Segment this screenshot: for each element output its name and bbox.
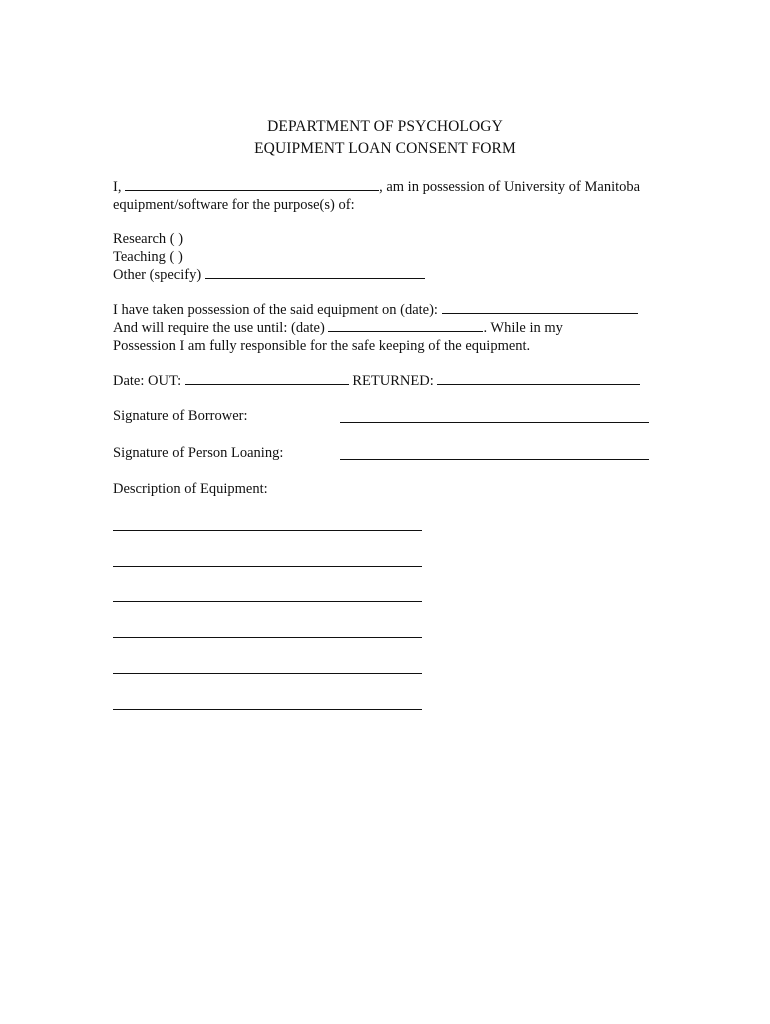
dates-line xyxy=(113,372,640,390)
date-out-label: Date: OUT: xyxy=(113,373,182,389)
possession-line-2 xyxy=(113,319,563,337)
date-returned-label: RETURNED: xyxy=(352,373,434,389)
equipment-description-line[interactable] xyxy=(113,601,422,602)
possession-line-3: Possession I am fully responsible for the safe keeping of the equipment. xyxy=(113,338,531,354)
possession-start-label: I have taken possession of the said equipment on (date): xyxy=(113,302,438,318)
borrower-name-field[interactable] xyxy=(125,178,379,191)
borrower-signature-label: Signature of Borrower: xyxy=(113,408,248,424)
equipment-description-line[interactable] xyxy=(113,566,422,567)
intro-line-2: equipment/software for the purpose(s) of: xyxy=(113,197,355,213)
equipment-description-line[interactable] xyxy=(113,673,422,674)
intro-suffix: , am in possession of University of Manitoba xyxy=(379,179,641,195)
equipment-description-label: Description of Equipment: xyxy=(113,481,268,497)
equipment-description-line[interactable] xyxy=(113,709,422,710)
equipment-description-line[interactable] xyxy=(113,530,422,531)
borrower-signature-field[interactable] xyxy=(340,422,649,423)
purpose-research[interactable]: Research ( ) xyxy=(113,231,184,247)
possession-start-date-field[interactable] xyxy=(442,301,638,314)
intro-prefix: I, xyxy=(113,179,122,195)
loaner-signature-label: Signature of Person Loaning: xyxy=(113,445,284,461)
possession-until-date-field[interactable] xyxy=(328,319,483,332)
purpose-other-line xyxy=(113,266,425,284)
department-title: DEPARTMENT OF PSYCHOLOGY xyxy=(267,118,503,135)
intro-line xyxy=(113,178,640,196)
equipment-description-line[interactable] xyxy=(113,637,422,638)
date-returned-field[interactable] xyxy=(437,372,640,385)
purpose-teaching[interactable]: Teaching ( ) xyxy=(113,249,183,265)
possession-line-1 xyxy=(113,301,638,319)
loaner-signature-field[interactable] xyxy=(340,459,649,460)
form-title: EQUIPMENT LOAN CONSENT FORM xyxy=(254,140,516,157)
possession-until-suffix: . While in my xyxy=(483,320,563,336)
possession-until-label: And will require the use until: (date) xyxy=(113,320,325,336)
date-out-field[interactable] xyxy=(185,372,349,385)
purpose-other-label: Other (specify) xyxy=(113,267,202,283)
purpose-other-field[interactable] xyxy=(205,266,425,279)
